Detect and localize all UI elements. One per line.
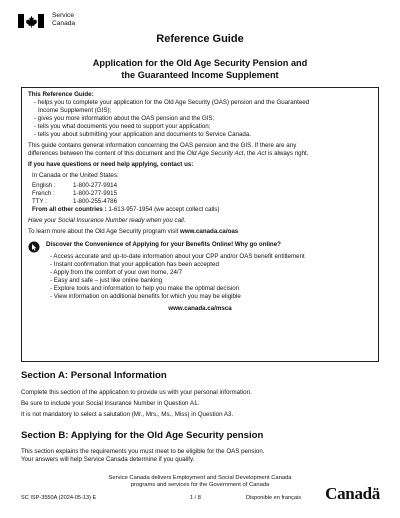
page-title: Reference Guide bbox=[156, 33, 244, 45]
list-item: Income Supplement (GIS); bbox=[38, 107, 112, 114]
gov-header bbox=[18, 12, 75, 30]
page-number: 1 / 8 bbox=[190, 495, 201, 501]
contact-heading: If you have questions or need help applying, contact us: bbox=[28, 161, 194, 168]
section-b-text: This section explains the requirements you must meet to be eligible for the OAS pension. Your answers will help Service Canada determine if you qualify. bbox=[21, 448, 265, 463]
list-item: - Instant confirmation that your application has been accepted bbox=[50, 261, 219, 268]
msca-link[interactable]: www.canada.ca/msca bbox=[168, 305, 232, 312]
mouse-pointer-icon bbox=[28, 241, 40, 253]
online-benefits-list bbox=[28, 253, 372, 301]
list-item: - Explore tools and information to help you make the optimal decision bbox=[50, 285, 240, 292]
canada-wordmark: Canadä bbox=[325, 484, 380, 503]
phone-english: English : 1-800-277-9914 bbox=[32, 182, 118, 189]
list-item: - Apply from the comfort of your own home, 24/7 bbox=[50, 269, 183, 276]
list-item: - tells you about submitting your application and documents to Service Canada. bbox=[34, 131, 252, 138]
section-a-text: Complete this section of the application to provide us with your personal information. Be sure to include your Social Insurance Number in Question A1. It is not mandatory to select a salutation (Mr., Mrs., Ms., Miss) in Question A3. bbox=[21, 389, 252, 418]
contact-list: In Canada or the United States: English : 1-800-277-9914 French : 1-800-277-9915 TTY : 1-800-255-4786 From all other countries : 1-613-957-1954 (we accept collect calls) bbox=[28, 172, 372, 214]
section-b-heading: Section B: Applying for the Old Age Security pension bbox=[21, 430, 264, 441]
list-item: - View information on additional benefits for which you may be eligible bbox=[50, 293, 241, 300]
list-item: - helps you to complete your application for the Old Age Security (OAS) pension and the Guaranteed bbox=[34, 99, 310, 106]
sin-note: Have your Social Insurance Number ready when you call. bbox=[28, 217, 186, 224]
section-a-heading: Section A: Personal Information bbox=[21, 370, 167, 381]
reference-guide-box bbox=[21, 87, 379, 362]
learn-more: To learn more about the Old Age Security program visit www.canada.ca/oas bbox=[28, 228, 239, 235]
phone-other-countries: From all other countries : 1-613-957-1954 (we accept collect calls) bbox=[32, 206, 220, 213]
phone-french: French : 1-800-277-9915 bbox=[32, 190, 118, 197]
canada-flag-icon bbox=[18, 12, 44, 30]
list-item: - Access accurate and up-to-date information about your CPP and/or OAS benefit entitlement bbox=[50, 253, 305, 260]
page-subtitle: Application for the Old Age Security Pension and the Guaranteed Income Supplement bbox=[92, 58, 308, 80]
online-promo bbox=[28, 241, 372, 253]
oas-link[interactable]: www.canada.ca/oas bbox=[180, 228, 239, 235]
list-item: - tells you what documents you need to support your application; bbox=[34, 123, 211, 130]
online-heading: Discover the Convenience of Applying for your Benefits Online! Why go online? bbox=[46, 241, 281, 248]
refbox-heading: This Reference Guide: bbox=[28, 91, 94, 98]
french-available: Disponible en français bbox=[246, 495, 302, 501]
footer-statement: Service Canada delivers Employment and Social Development Canada programs and services for the Government of Canada bbox=[108, 475, 292, 488]
list-item: - Easy and safe – just like online banking bbox=[50, 277, 163, 284]
general-info: This guide contains general information concerning the OAS pension and the GIS. If there are any differences between the content of this document and the Old Age Security Act, the Act is always right. bbox=[28, 142, 309, 157]
phone-tty: TTY : 1-800-255-4786 bbox=[32, 198, 118, 205]
department-name: Service Canada bbox=[52, 12, 76, 27]
form-id: SC ISP-3550A (2024-05-13) E bbox=[21, 495, 97, 501]
refbox-bullets bbox=[28, 99, 372, 139]
list-item: - gives you more information about the OAS pension and the GIS; bbox=[34, 115, 215, 122]
